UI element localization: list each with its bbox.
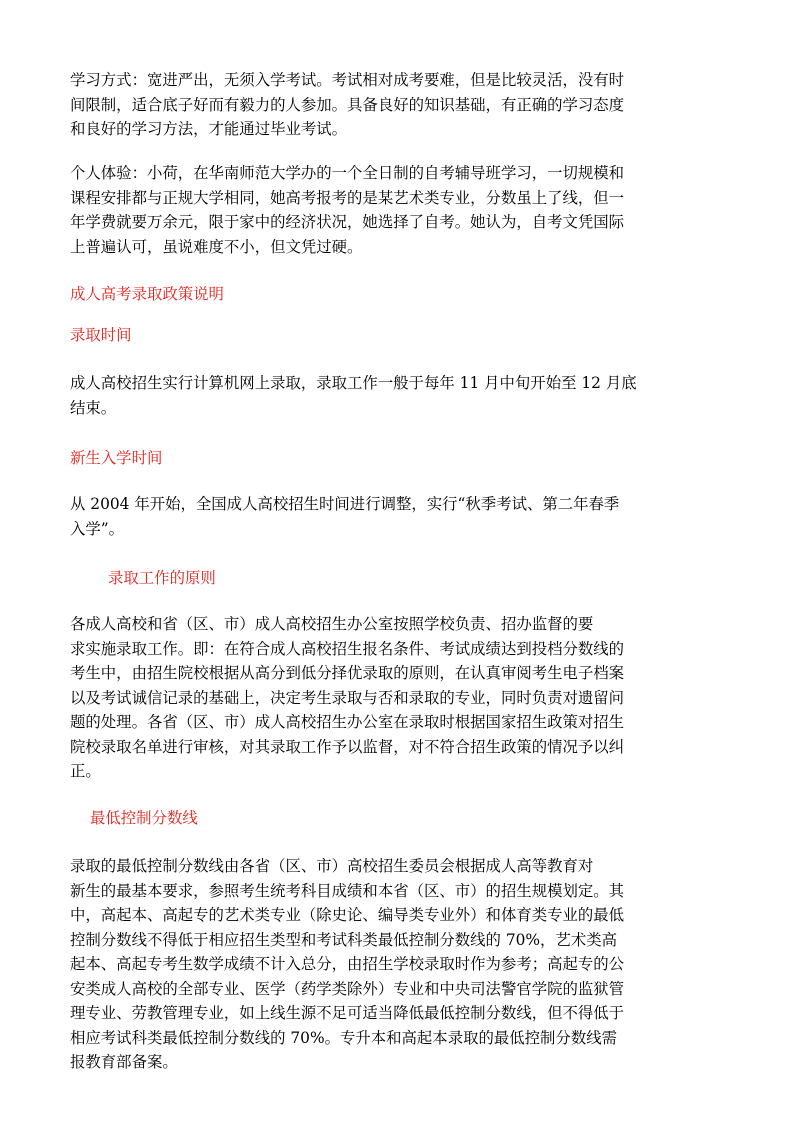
- text-line: 起本、高起专考生数学成绩不计入总分，由招生学校录取时作为参考；高起专的公: [70, 955, 625, 973]
- text-line: 间限制，适合底子好而有毅力的人参加。具备良好的知识基础，有正确的学习态度: [70, 95, 625, 114]
- text-line: 考生中，由招生院校根据从高分到低分择优录取的原则，在认真审阅考生电子档案: [70, 664, 625, 682]
- text-line: 相应考试科类最低控制分数线的 70%。专升本和高起本录取的最低控制分数线需: [70, 1028, 617, 1047]
- min-score-paragraph: [70, 854, 624, 1075]
- text-line: 录取的最低控制分数线由各省（区、市）高校招生委员会根据成人高等教育对: [70, 857, 594, 875]
- text-line: 各成人高校和省（区、市）成人高校招生办公室按照学校负责、招办监督的要: [70, 615, 594, 633]
- text-line: 题的处理。各省（区、市）成人高校招生办公室在录取时根据国家招生政策对招生: [70, 713, 625, 731]
- policy-title: 成人高考录取政策说明: [70, 285, 224, 303]
- text-line: 控制分数线不得低于相应招生类型和考试科类最低控制分数线的 70%，艺术类高: [70, 930, 617, 949]
- admission-time-paragraph: [70, 371, 637, 420]
- text-line: 入学”。: [70, 519, 125, 538]
- admission-time-heading: 录取时间: [70, 326, 132, 344]
- text-line: 以及考试诚信记录的基础上，决定考生录取与否和录取的专业，同时负责对遗留问: [70, 688, 625, 707]
- min-score-heading: 最低控制分数线: [90, 809, 198, 827]
- text-line: 新生的最基本要求，参照考生统考科目成绩和本省（区、市）的招生规模划定。其: [70, 881, 625, 900]
- text-line: 结束。: [70, 398, 117, 417]
- principles-paragraph: [70, 612, 624, 784]
- enrollment-time-paragraph: [70, 492, 619, 541]
- text-line: 个人体验：小荷，在华南师范大学办的一个全日制的自考辅导班学习，一切规模和: [70, 164, 625, 182]
- personal-experience-paragraph: [70, 161, 624, 259]
- text-line: 求实施录取工作。即：在符合成人高校招生报名条件、考试成绩达到投档分数线的: [70, 639, 625, 658]
- text-line: 成人高校招生实行计算机网上录取，录取工作一般于每年 11 月中旬开始至 12 月底: [70, 374, 637, 392]
- text-line: 理专业、劳教管理专业，如上线生源不足可适当降低最低控制分数线，但不得低于: [70, 1004, 625, 1022]
- text-line: 上普遍认可，虽说难度不小，但文凭过硬。: [70, 237, 363, 256]
- text-line: 学习方式：宽进严出，无须入学考试。考试相对成考要难，但是比较灵活，没有时: [70, 71, 625, 89]
- text-line: 报教育部备案。: [70, 1053, 178, 1071]
- principles-heading: 录取工作的原则: [108, 569, 216, 587]
- text-line: 年学费就要万余元，限于家中的经济状况，她选择了自考。她认为，自考文凭国际: [70, 213, 625, 231]
- text-line: 课程安排都与正规大学相同，她高考报考的是某艺术类专业，分数虽上了线，但一: [70, 188, 625, 207]
- text-line: 和良好的学习方法，才能通过毕业考试。: [70, 120, 348, 138]
- study-method-paragraph: [70, 68, 624, 142]
- enrollment-time-heading: 新生入学时间: [70, 449, 163, 467]
- text-line: 从 2004 年开始，全国成人高校招生时间进行调整，实行“秋季考试、第二年春季: [70, 495, 620, 513]
- text-line: 安类成人高校的全部专业、医学（药学类除外）专业和中央司法警官学院的监狱管: [70, 979, 625, 998]
- text-line: 正。: [70, 762, 101, 780]
- text-line: 院校录取名单进行审核，对其录取工作予以监督，对不符合招生政策的情况予以纠: [70, 737, 625, 756]
- text-line: 中，高起本、高起专的艺术类专业（除史论、编导类专业外）和体育类专业的最低: [70, 906, 625, 924]
